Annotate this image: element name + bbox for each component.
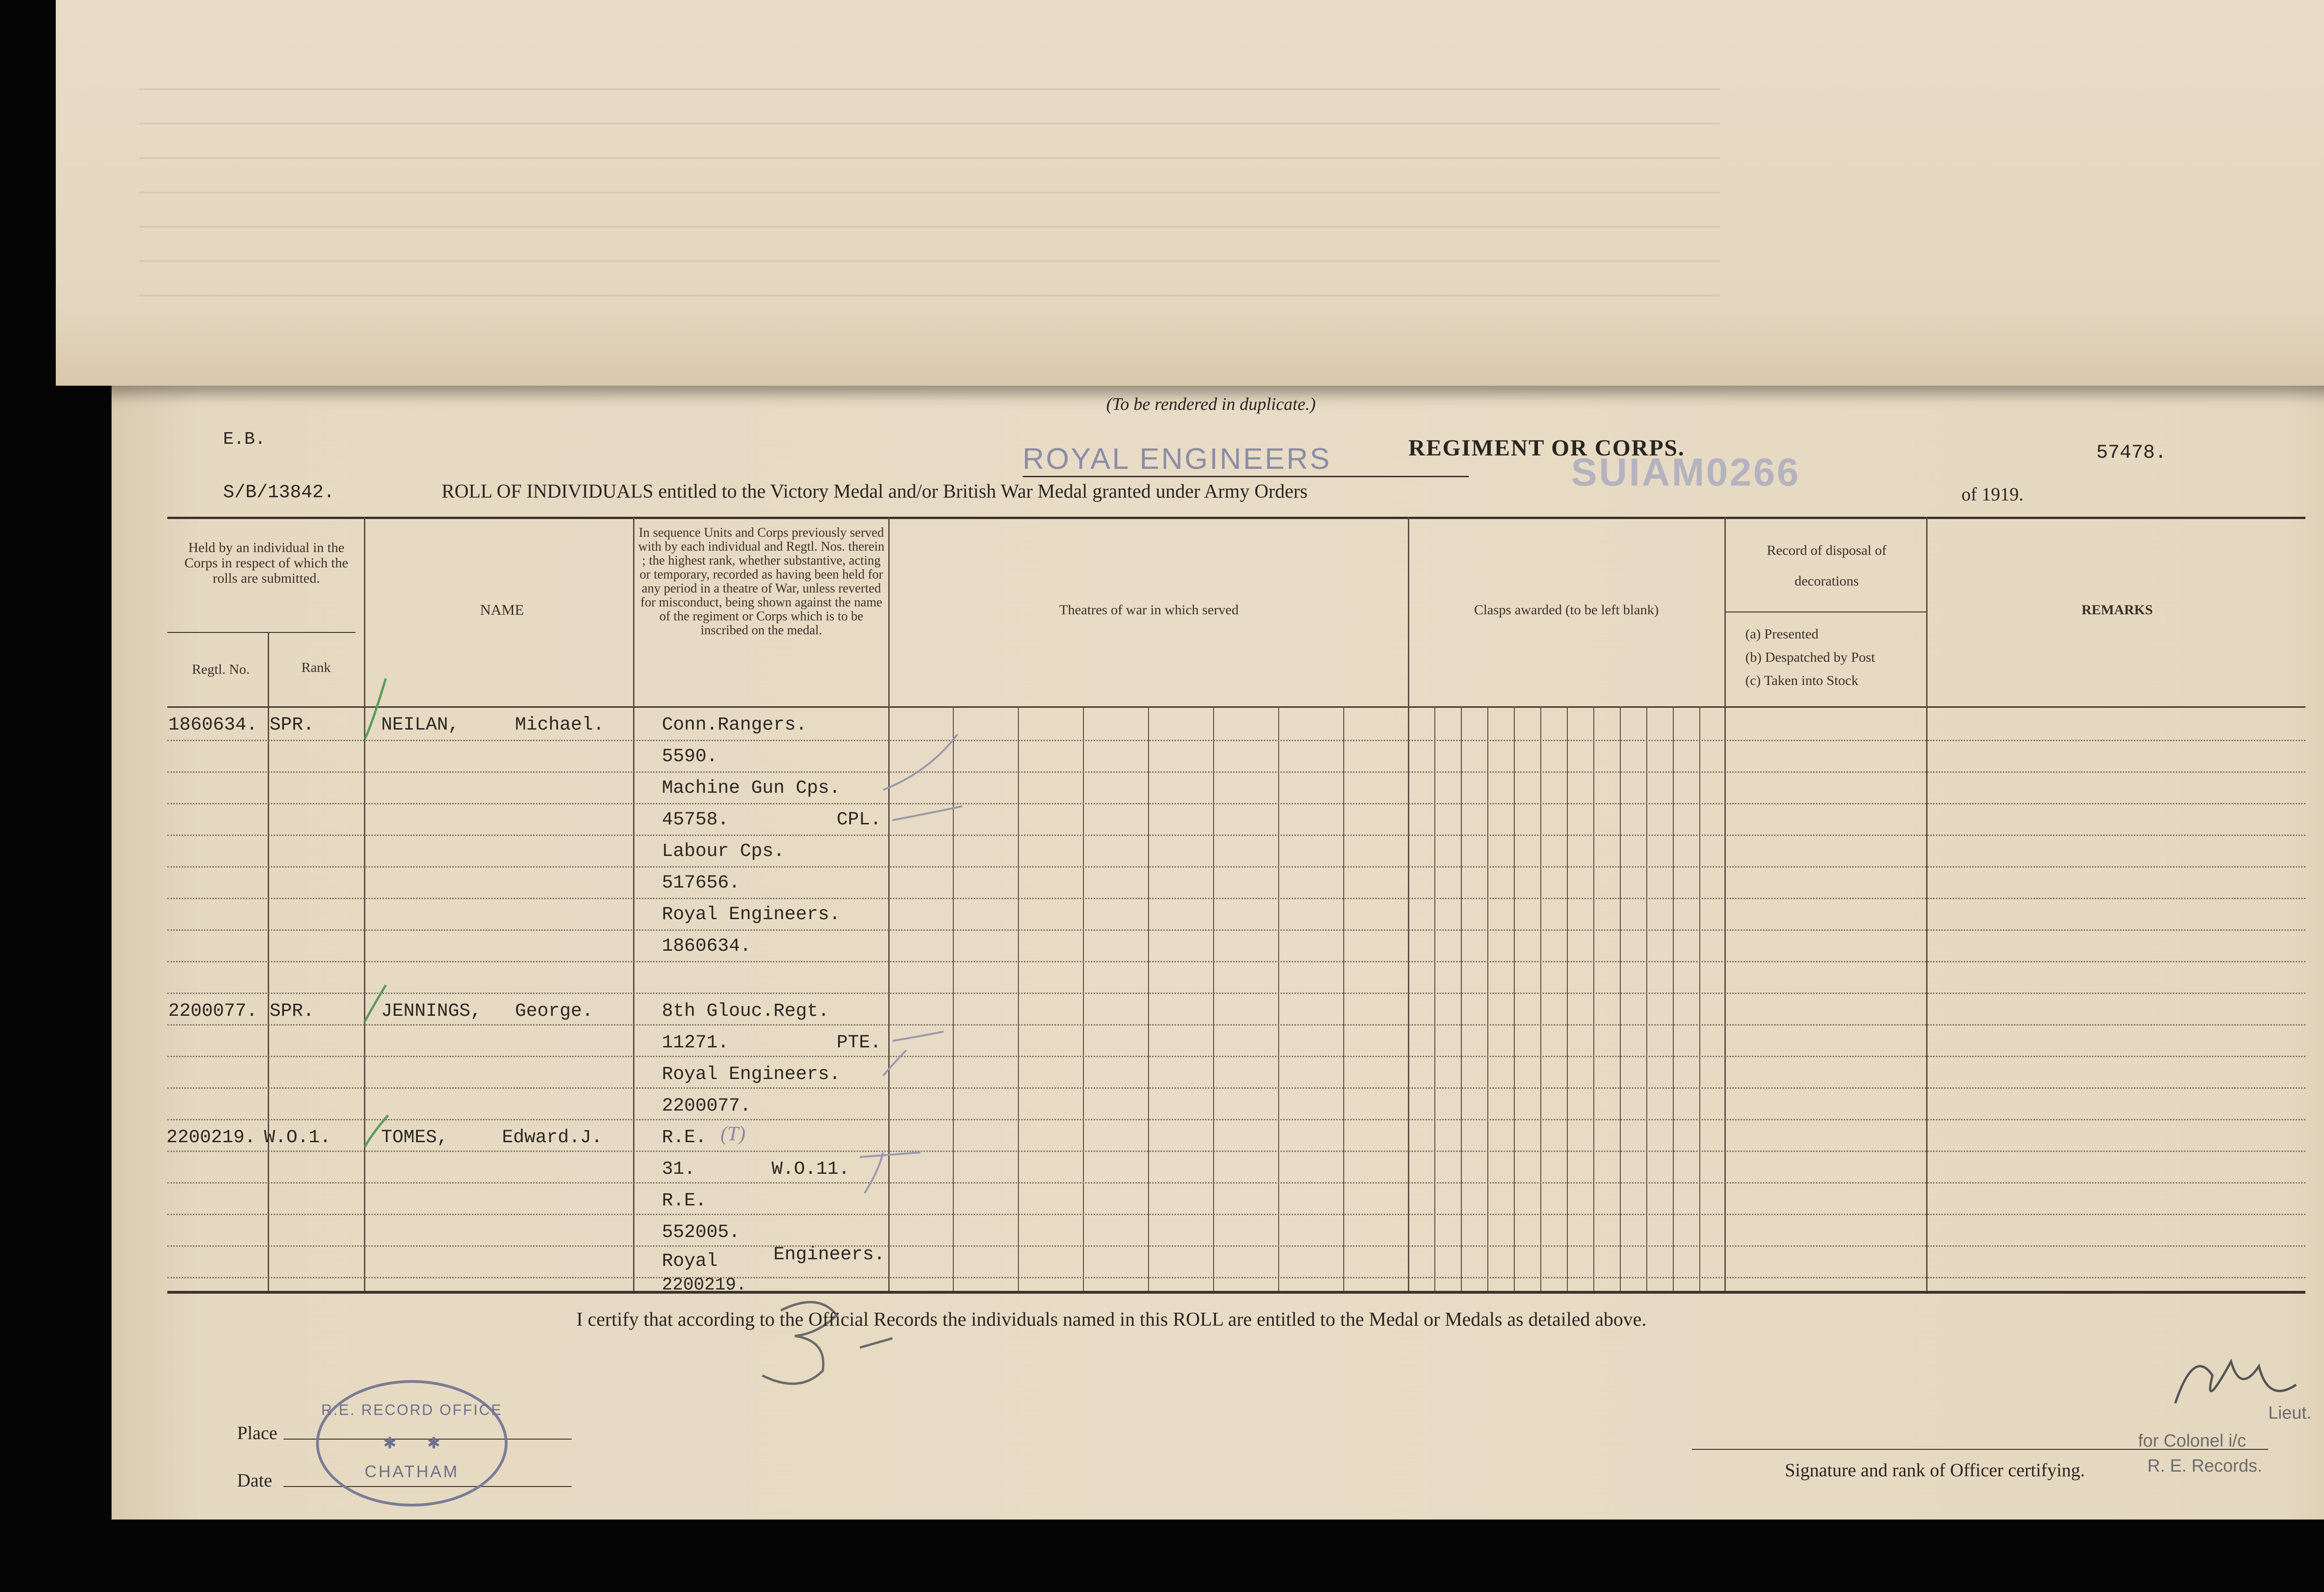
entry-2-surname: JENNINGS, <box>381 1001 482 1022</box>
place-label: Place <box>237 1422 277 1443</box>
entry-2-unit: 8th Glouc.Regt. <box>662 1001 830 1022</box>
roll-year: of 1919. <box>1961 484 2024 505</box>
stamp-office-text: R.E. RECORD OFFICE <box>321 1401 502 1418</box>
entry-1-unit: 517656. <box>662 873 740 894</box>
entry-2-unit: 2200077. <box>662 1096 752 1117</box>
for-colonel-stamp: for Colonel i/c <box>2138 1431 2246 1451</box>
disposal-c: (c) Taken into Stock <box>1745 673 1859 688</box>
entry-1-forename: Michael. <box>515 715 605 736</box>
entry-1-rank: SPR. <box>270 715 315 736</box>
entry-2-unit: Royal Engineers. <box>662 1064 841 1085</box>
entry-1-unit: Conn.Rangers. <box>662 715 807 736</box>
entry-1-unit: 5590. <box>662 746 718 767</box>
entry-2-unit: 11271. <box>662 1033 729 1053</box>
entry-1-unit: 45758. <box>662 809 729 830</box>
date-label: Date <box>237 1470 272 1491</box>
entry-1-regtl-no: 1860634. <box>168 715 258 736</box>
disposal-header: Record of disposal of decorations <box>1767 543 1887 589</box>
entry-3-surname: TOMES, <box>381 1127 449 1148</box>
held-by-header: Held by an individual in the Corps in respect of which the rolls are submitted. <box>184 540 349 586</box>
green-tick-icon <box>365 985 386 1021</box>
entry-1-unit: Machine Gun Cps. <box>662 778 841 799</box>
roll-title: ROLL OF INDIVIDUALS entitled to the Victory Medal and/or British War Medal granted under Army Orders <box>442 481 1308 502</box>
entry-1-unit: Labour Cps. <box>662 841 785 862</box>
entry-3-rank: W.O.1. <box>264 1127 331 1148</box>
entry-3-regtl-no: 2200219. <box>166 1127 256 1148</box>
regiment-label: REGIMENT OR CORPS. <box>1408 434 1685 460</box>
signature-label: Signature and rank of Officer certifying. <box>1785 1460 2085 1480</box>
entry-3-unit: 31. <box>662 1159 696 1180</box>
form-code: E.B. <box>223 429 266 449</box>
entry-3-annotation: (T) <box>720 1122 746 1145</box>
overleaf-page <box>56 0 2324 386</box>
rank-header: Rank <box>301 660 331 675</box>
re-records-stamp: R. E. Records. <box>2147 1456 2263 1476</box>
green-tick-icon <box>365 1115 388 1147</box>
entry-2-forename: George. <box>515 1001 594 1022</box>
entry-3-unit: 2200219. <box>662 1275 747 1295</box>
handwritten-marks <box>112 372 2324 1520</box>
entry-2-unit-rank: PTE. <box>837 1033 882 1053</box>
entry-2-regtl-no: 2200077. <box>168 1001 258 1022</box>
medal-roll-page <box>112 372 2324 1520</box>
entry-3-unit: R.E. <box>662 1127 707 1148</box>
pencil-tick-icon <box>883 734 957 790</box>
certification-text: I certify that according to the Official Records the individuals named in this ROLL are entitled to the Medal or Medals as detailed above. <box>576 1309 1647 1330</box>
regtl-no-header: Regtl. No. <box>191 662 250 677</box>
pencil-tick-icon <box>892 806 962 820</box>
serial-number: S/B/13842. <box>223 482 335 503</box>
remarks-header: REMARKS <box>2081 602 2153 618</box>
disposal-b: (b) Despatched by Post <box>1745 650 1875 665</box>
entry-1-surname: NEILAN, <box>381 715 460 736</box>
entry-1-unit: 1860634. <box>662 936 752 957</box>
pencil-tick-icon <box>883 1050 906 1076</box>
file-stamp: SUIAM0266 <box>1571 450 1801 494</box>
entry-3-unit-rank: W.O.11. <box>772 1159 850 1180</box>
pencil-tick-icon <box>892 1032 944 1041</box>
green-tick-icon <box>365 678 386 739</box>
entry-1-unit: Royal Engineers. <box>662 904 841 925</box>
show-through-lines <box>139 56 1720 297</box>
entry-1-unit-rank: CPL. <box>837 809 882 830</box>
pencil-t-mark-icon <box>860 1152 920 1193</box>
entry-2-rank: SPR. <box>270 1001 315 1022</box>
record-office-stamp <box>316 1380 508 1506</box>
disposal-a: (a) Presented <box>1745 626 1819 642</box>
roll-number: 57478. <box>2096 441 2167 464</box>
star-icon: ✱ ✱ <box>383 1434 441 1452</box>
officer-signature-icon <box>2175 1362 2296 1403</box>
theatres-header: Theatres of war in which served <box>1059 602 1239 618</box>
lieut-stamp: Lieut. <box>2268 1403 2311 1423</box>
duplicate-note: (To be rendered in duplicate.) <box>1106 395 1316 414</box>
corps-stamp: ROYAL ENGINEERS <box>1023 442 1332 475</box>
stamp-city-text: CHATHAM <box>364 1462 459 1481</box>
units-header: In sequence Units and Corps previously served with by each individual and Regtl. Nos. therein ; the highest rank, whether substantive, acting or temporary, recorded as having been held for any period in a theatre of War, unless reverted for misconduct, being shown against the name of the regiment or Corps which is to be inscribed on the medal. <box>638 526 885 638</box>
entry-3-unit: R.E. <box>662 1191 707 1211</box>
entry-3-forename: Edward.J. <box>502 1127 603 1148</box>
entry-3-unit: Engineers. <box>773 1244 885 1265</box>
clasps-header: Clasps awarded (to be left blank) <box>1474 602 1659 618</box>
entry-3-unit: Royal <box>662 1251 718 1272</box>
entry-3-unit: 552005. <box>662 1222 740 1243</box>
name-header: NAME <box>480 601 524 618</box>
